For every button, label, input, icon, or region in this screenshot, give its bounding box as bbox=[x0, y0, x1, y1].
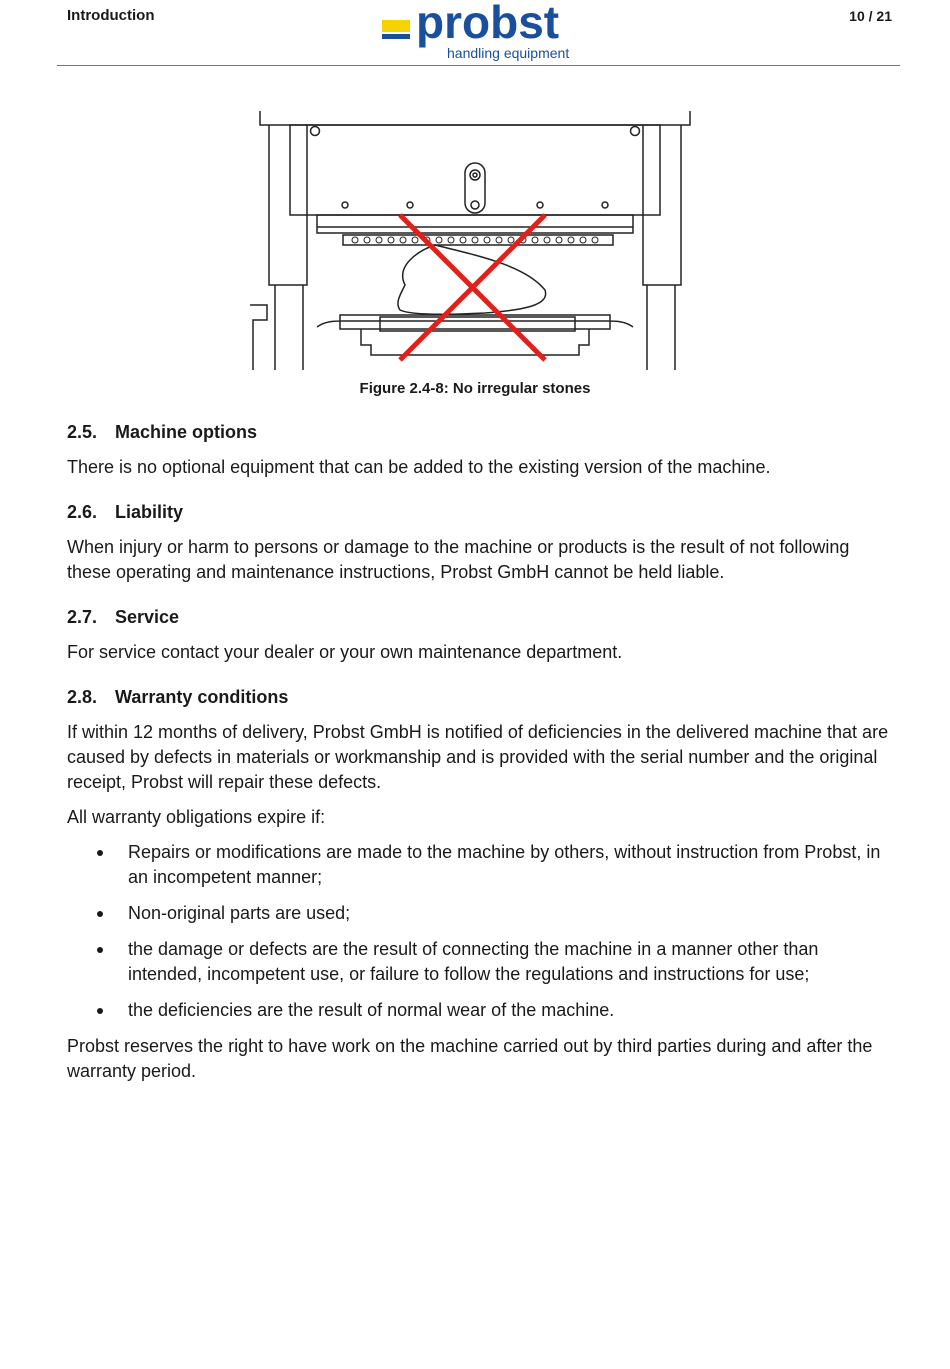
paragraph: When injury or harm to persons or damage to the machine or products is the result of not following these operating and maintenance instructions, Probst GmbH cannot be held liable. bbox=[67, 537, 850, 582]
machine-illustration bbox=[245, 105, 705, 373]
list-item: Repairs or modifications are made to the machine by others, without instruction from Probst, in an incompetent manner; bbox=[67, 840, 897, 890]
paragraph: There is no optional equipment that can be added to the existing version of the machine. bbox=[67, 457, 771, 477]
section-warranty bbox=[67, 685, 897, 1084]
bullet-icon bbox=[97, 1008, 103, 1014]
section-machine-options bbox=[67, 420, 897, 480]
figure-caption: Figure 2.4-8: No irregular stones bbox=[359, 380, 591, 397]
section-heading: 2.5. Machine options bbox=[67, 422, 258, 442]
list-item: the deficiencies are the result of normal wear of the machine. bbox=[67, 998, 897, 1023]
section-service bbox=[67, 605, 897, 665]
probst-logo bbox=[380, 0, 590, 65]
warranty-exclusions-list bbox=[67, 840, 897, 1023]
bullet-icon bbox=[97, 911, 103, 917]
header-divider bbox=[57, 65, 900, 66]
list-item: Non-original parts are used; bbox=[67, 901, 897, 926]
bullet-icon bbox=[97, 850, 103, 856]
bullet-icon bbox=[97, 947, 103, 953]
logo-mark-icon bbox=[382, 20, 410, 38]
document-body bbox=[67, 420, 897, 1104]
header-section-title: Introduction bbox=[67, 7, 155, 24]
paragraph: For service contact your dealer or your own maintenance department. bbox=[67, 642, 623, 662]
logo-tagline: handling equipment bbox=[447, 45, 570, 61]
paragraph: If within 12 months of delivery, Probst GmbH is notified of deficiencies in the delivered machine that are caused by defects in materials or workmanship and is provided with the serial number and the original receipt, Probst will repair these defects. bbox=[67, 722, 889, 792]
page-number: 10 / 21 bbox=[849, 8, 892, 24]
paragraph: All warranty obligations expire if: bbox=[67, 807, 326, 827]
logo-wordmark: probst bbox=[416, 0, 560, 48]
paragraph: Probst reserves the right to have work on the machine carried out by third parties during and after the warranty period. bbox=[67, 1036, 873, 1081]
list-item: the damage or defects are the result of connecting the machine in a manner other than intended, incompetent use, or failure to follow the regulations and instructions for use; bbox=[67, 937, 897, 987]
section-heading: 2.7. Service bbox=[67, 607, 180, 627]
section-heading: 2.8. Warranty conditions bbox=[67, 687, 289, 707]
section-liability bbox=[67, 500, 897, 585]
section-heading: 2.6. Liability bbox=[67, 502, 184, 522]
